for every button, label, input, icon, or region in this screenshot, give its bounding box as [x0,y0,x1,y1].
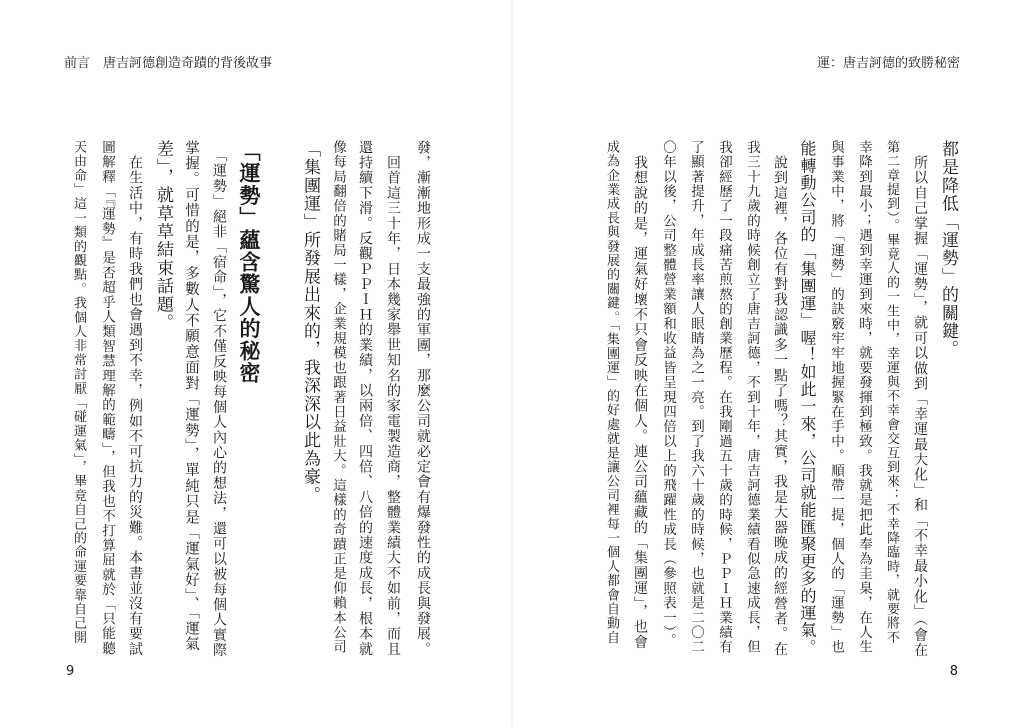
left-text-column: 「運勢」絕非「宿命」，它不僅反映每個人內心的想法，還可以被每個人實際 [211,140,227,658]
right-running-header: 運：唐吉訶德的致勝秘密 [816,56,960,71]
right-text-column: 幸降到最小；遇到幸運到來時，就要發揮到極致。我就是把此奉為圭臬，在人生 [856,140,872,655]
left-text-column: 掌握。可惜的是，多數人不願意面對「運勢」，單純只是「運氣好」、「運氣 [183,140,199,653]
right-text-column: 與事業中，將「運勢」的訣竅牢牢地握緊在手中。順帶一提，個人的「運勢」也 [828,140,844,655]
right-text-column: 所以自己掌握「運勢」，就可以做到「幸運最大化」和「不幸最小化」（會在 [912,140,928,658]
left-text-column: 天由命」這一類的觀點。我個人非常討厭「碰運氣」，畢竟自己的命運要靠自己開 [71,140,86,645]
left-page-number: 9 [66,664,75,679]
left-text-column: 發，漸漸地形成一支最強的軍團，那麼公司就必定會有爆發性的成長與發展。 [415,140,431,657]
left-text-column: 還持續下滑。反觀ＰＰＩＨ的業績，以兩倍、四倍、八倍的速度成長，根本就 [357,140,373,657]
right-text-column: 成為企業成長與發展的關鍵。「集團運」的好處就是讓公司裡每一個人都會自動自 [604,140,619,645]
section-heading: 「運勢」蘊含驚人的秘密 [237,140,261,385]
right-text-column: 了顯著提升，年成長率讓人眼睛為之一亮。到了我六十歲的時候，也就是二〇二 [688,140,704,655]
right-text-column: 說到這裡，各位有對我認識多一點了嗎？其實，我是大器晚成的經營者。在 [772,140,788,657]
page-gutter [511,0,513,727]
right-text-column: 第二章提到）。畢竟人的一生中，幸運與不幸會交互到來：不幸降臨時，就要將不 [884,140,899,645]
left-text-column: 圖解釋「『運勢』是否超乎人類智慧理解的範疇」，但我也不打算屈就於「只能聽 [99,140,115,656]
right-text-column: 我想說的是，運氣好壞不只會反映在個人。連公司蘊藏的「集團運」，也會 [632,140,648,650]
left-text-column: 回首這三十年，日本幾家舉世知名的家電製造商，整體業績大不如前，而且 [385,140,401,657]
left-text-column: 像每局翻倍的賭局一樣，企業規模也跟著日益壯大。這樣的奇蹟正是仰賴本公司 [330,140,346,655]
right-text-column: 我卻經歷了一段痛苦煎熬的創業歷程。在我剛過五十歲的時候，ＰＰＩＨ業績有 [716,140,732,655]
right-text-column: 〇年以後，公司整體營業額和收益皆呈現四倍以上的飛躍性成長（參照表一）。 [660,140,676,648]
left-running-header: 前言 唐吉訶德創造奇蹟的背後故事 [64,56,273,71]
left-text-column: 差」，就草草結束話題。 [153,140,173,332]
right-text-column: 都是降低「運勢」的關鍵。 [938,140,958,359]
left-text-column: 「集團運」所發展出來的，我深深以此為豪。 [300,140,320,504]
left-text-column: 在生活中，有時我們也會遇到不幸，例如不可抗力的災難。本書並沒有要試 [127,140,143,657]
right-text-column: 能轉動公司的「集團運」喔！如此一來，公司就能匯聚更多的運氣。 [798,140,817,656]
right-page-number: 8 [949,664,958,679]
right-text-column: 我三十九歲的時候創立了唐吉訶德，不到十年，唐吉訶德業績看似急速成長，但 [744,140,760,655]
